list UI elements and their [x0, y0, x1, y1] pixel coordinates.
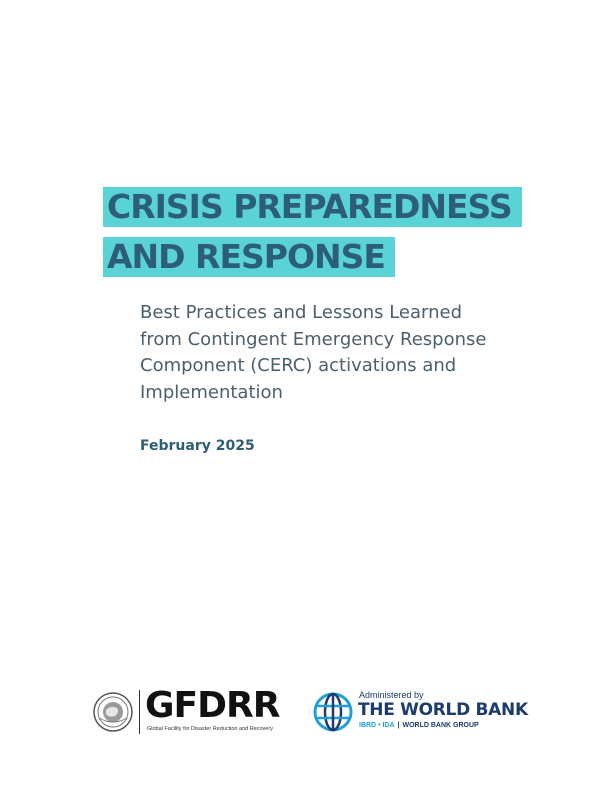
world-bank-group-label: WORLD BANK GROUP [402, 722, 479, 729]
subtitle-line-2: from Contingent Emergency Response [140, 328, 487, 350]
gfdrr-globe-emblem-icon [93, 692, 133, 732]
publication-date: February 2025 [140, 438, 255, 454]
world-bank-logo [313, 690, 528, 740]
world-bank-subline [359, 722, 479, 729]
ibrd-ida-label: IBRD • IDA [359, 722, 395, 729]
gfdrr-name: GFDRR [145, 685, 280, 726]
gfdrr-logo [93, 685, 293, 738]
subtitle-line-1: Best Practices and Lessons Learned [140, 302, 463, 323]
gfdrr-tagline: Global Facility for Disaster Reduction and Recovery [147, 726, 273, 732]
title-line-1: CRISIS PREPAREDNESS [103, 187, 522, 227]
world-bank-name: THE WORLD BANK [358, 700, 528, 720]
administered-by-label: Administered by [359, 690, 424, 700]
subline-divider: | [397, 722, 400, 729]
title-line-2: AND RESPONSE [103, 237, 395, 277]
subtitle-line-4: Implementation [140, 381, 283, 403]
world-bank-globe-icon [313, 692, 353, 732]
logo-separator [139, 690, 140, 734]
subtitle [140, 300, 560, 406]
subtitle-line-3: Component (CERC) activations and [140, 355, 457, 376]
